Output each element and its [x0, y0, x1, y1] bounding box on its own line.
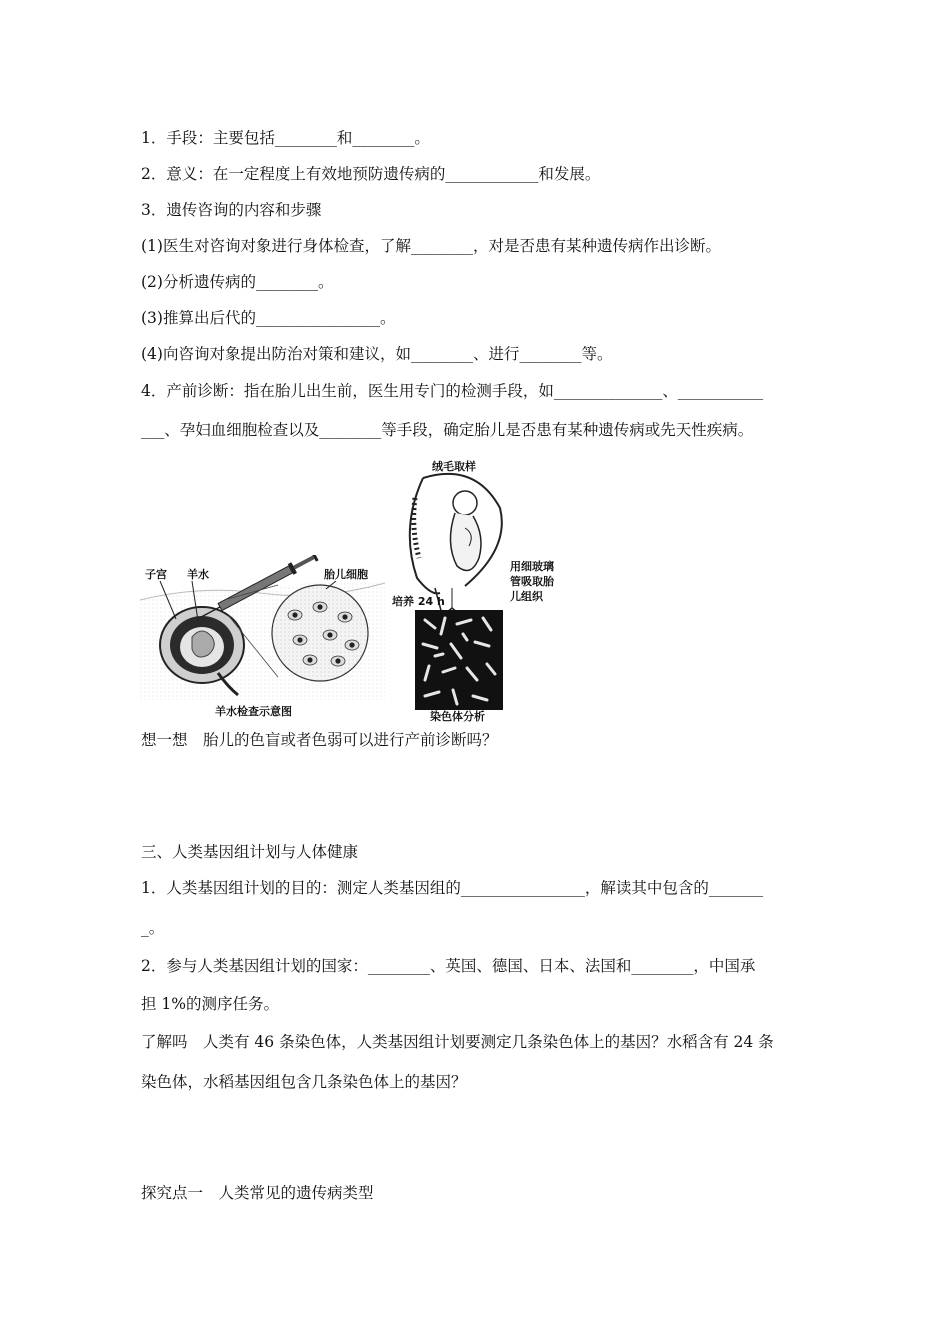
label-uterus: 子宫 — [145, 568, 167, 581]
text-line: 2．意义：在一定程度上有效地预防遗传病的____________和发展。 — [141, 165, 601, 183]
text-line: ___、孕妇血细胞检查以及________等手段，确定胎儿是否患有某种遗传病或先天性疾病。 — [141, 421, 754, 439]
explore-heading: 探究点一 人类常见的遗传病类型 — [141, 1184, 374, 1202]
text-line: 1．手段：主要包括________和________。 — [141, 129, 430, 147]
text-line: 染色体，水稻基因组包含几条染色体上的基因？ — [141, 1073, 467, 1091]
section-title: 三、人类基因组计划与人体健康 — [141, 843, 359, 861]
label-villus-sampling: 绒毛取样 — [432, 460, 476, 473]
text-line: 4．产前诊断：指在胎儿出生前，医生用专门的检测手段，如______________、___________ — [141, 382, 764, 400]
label-glass-tube: 管吸取胎 — [510, 575, 554, 588]
text-line: (3)推算出后代的________________。 — [141, 309, 396, 327]
text-line: 担 1%的测序任务。 — [141, 995, 280, 1013]
label-chromosome-caption: 染色体分析 — [430, 710, 485, 723]
text-line: _。 — [141, 919, 165, 937]
think-question: 想一想 胎儿的色盲或者色弱可以进行产前诊断吗？ — [141, 731, 498, 749]
label-amniotic-fluid: 羊水 — [187, 568, 209, 581]
text-line: 了解吗 人类有 46 条染色体，人类基因组计划要测定几条染色体上的基因？水稻含有 24 条 — [141, 1033, 774, 1051]
label-amniocentesis-caption: 羊水检查示意图 — [215, 705, 292, 718]
label-glass-tube: 用细玻璃 — [510, 560, 554, 573]
text-line: 2．参与人类基因组计划的国家：________、英国、德国、日本、法国和________，中国承 — [141, 957, 756, 975]
text-line: 3．遗传咨询的内容和步骤 — [141, 201, 322, 219]
text-line: (2)分析遗传病的________。 — [141, 273, 334, 291]
label-glass-tube: 儿组织 — [510, 590, 543, 603]
text-line: (1)医生对咨询对象进行身体检查，了解________，对是否患有某种遗传病作出诊断。 — [141, 237, 721, 255]
text-line: 1．人类基因组计划的目的：测定人类基因组的________________，解读其中包含的_______ — [141, 879, 764, 897]
label-fetal-cells: 胎儿细胞 — [324, 568, 368, 581]
label-culture: 培养 24 h — [392, 595, 445, 608]
text-line: (4)向咨询对象提出防治对策和建议，如________、进行________等。 — [141, 345, 613, 363]
